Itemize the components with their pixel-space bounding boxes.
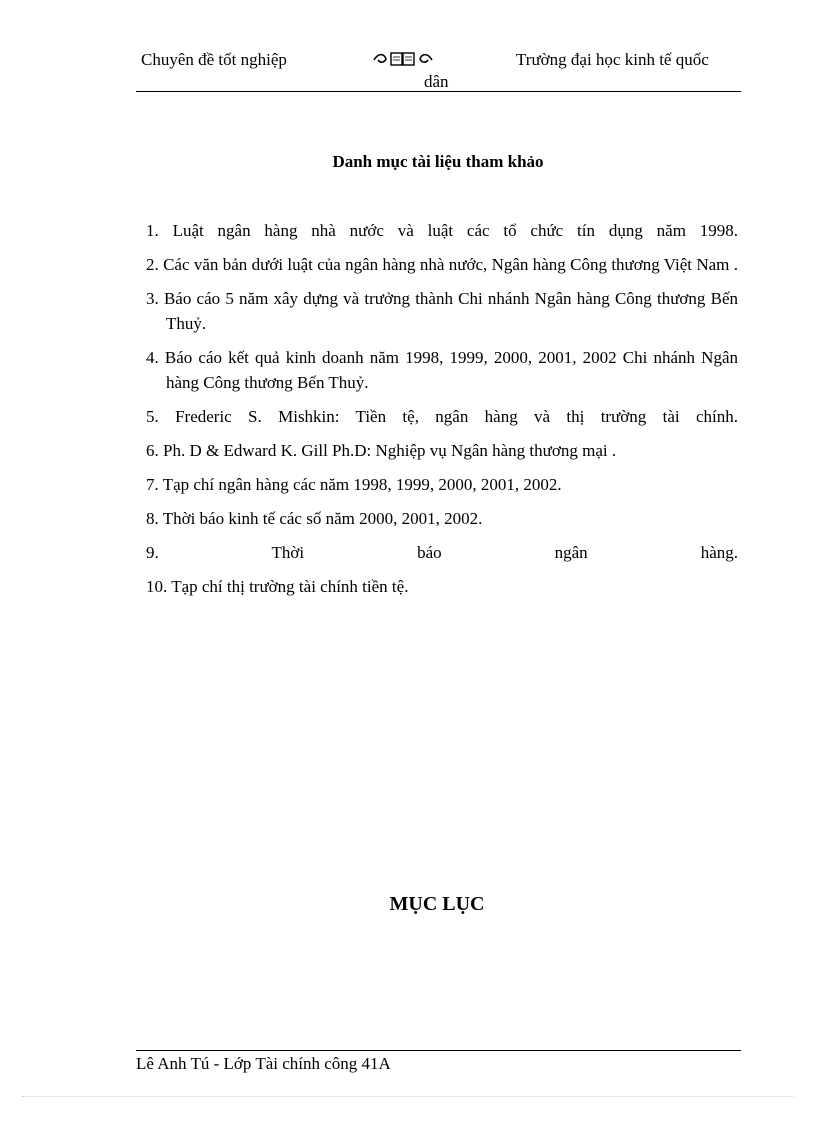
- reference-item-5: 5. Frederic S. Mishkin: Tiền tệ, ngân hàng và thị trường tài chính.: [146, 407, 738, 426]
- reference-item-3: 3. Báo cáo 5 năm xây dựng và trưởng thành Chi nhánh Ngân hàng Công thương Bến Thuỷ.: [146, 289, 738, 333]
- footer-author: Lê Anh Tú - Lớp Tài chính công 41A: [136, 1054, 391, 1073]
- reference-item-1: 1. Luật ngân hàng nhà nước và luật các tổ chức tín dụng năm 1998.: [146, 221, 738, 240]
- header-university-label-cont: dân: [424, 72, 449, 91]
- reference-item-8: 8. Thời báo kinh tế các số năm 2000, 2001, 2002.: [146, 509, 483, 528]
- references-list: [146, 218, 738, 608]
- reference-item-10: 10. Tạp chí thị trường tài chính tiền tệ.: [146, 577, 409, 596]
- reference-item-4: 4. Báo cáo kết quả kinh doanh năm 1998, 1999, 2000, 2001, 2002 Chi nhánh Ngân hàng Công thương Bến Thuỷ.: [146, 348, 738, 392]
- reference-item-2: 2. Các văn bản dưới luật của ngân hàng nhà nước, Ngân hàng Công thương Việt Nam .: [146, 255, 738, 274]
- book-ornament-icon: [372, 50, 434, 73]
- book-ornament-graphic: [372, 50, 434, 68]
- header-divider: [136, 91, 741, 92]
- reference-item-6: 6. Ph. D & Edward K. Gill Ph.D: Nghiệp vụ Ngân hàng thương mại .: [146, 441, 617, 460]
- reference-item-9: 9. Thời báo ngân hàng.: [146, 543, 738, 562]
- table-of-contents-title: MỤC LỤC: [389, 893, 485, 915]
- references-title: Danh mục tài liệu tham khảo: [332, 152, 544, 171]
- page-bottom-edge: [22, 1096, 794, 1097]
- header-university-label: Trường đại học kinh tế quốc: [516, 50, 709, 69]
- header-thesis-label: Chuyên đề tốt nghiệp: [141, 50, 287, 69]
- reference-item-7: 7. Tạp chí ngân hàng các năm 1998, 1999, 2000, 2001, 2002.: [146, 475, 562, 494]
- page-header: [136, 44, 741, 92]
- footer-divider: [136, 1050, 741, 1051]
